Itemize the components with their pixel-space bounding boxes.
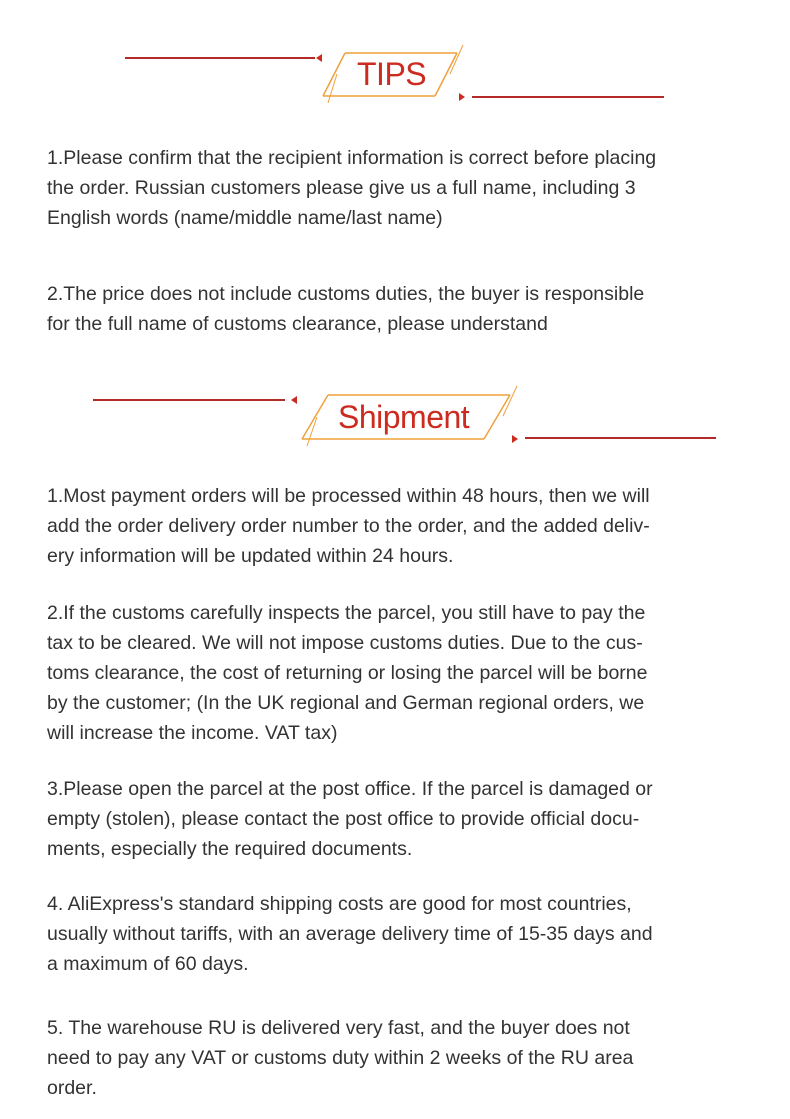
shipment-item-2: 2.If the customs carefully inspects the parcel, you still have to pay the tax to be cleared. We will not impose customs duties. Due to the cus- toms clearance, the cost of returning or losing the parcel will be borne by the customer; (In the UK regional and German regional orders, we will increase the income. VAT tax) <box>47 602 648 744</box>
shipment-item-5: 5. The warehouse RU is delivered very fast, and the buyer does not need to pay any VAT or customs duty within 2 weeks of the RU area order. <box>47 1017 634 1099</box>
tips-item-2: 2.The price does not include customs duties, the buyer is responsible for the full name of customs clearance, please understand <box>47 283 645 335</box>
shipment-banner <box>0 382 790 462</box>
shipment-item-3: 3.Please open the parcel at the post office. If the parcel is damaged or empty (stolen), please contact the post office to provide official docu- ments, especially the required documents. <box>47 778 653 860</box>
shipment-title: Shipment <box>338 399 470 435</box>
shipment-item-4: 4. AliExpress's standard shipping costs are good for most countries, usually without tariffs, with an average delivery time of 15-35 days and a maximum of 60 days. <box>47 893 653 975</box>
tips-item-1: 1.Please confirm that the recipient information is correct before placing the order. Russian customers please give us a full name, including 3 English words (name/middle name/last name) <box>47 147 657 229</box>
shipment-item-1: 1.Most payment orders will be processed within 48 hours, then we will add the order delivery order number to the order, and the added deliv- ery information will be updated within 24 hours. <box>47 485 650 567</box>
tips-banner <box>0 40 790 120</box>
tips-title: TIPS <box>357 56 427 92</box>
